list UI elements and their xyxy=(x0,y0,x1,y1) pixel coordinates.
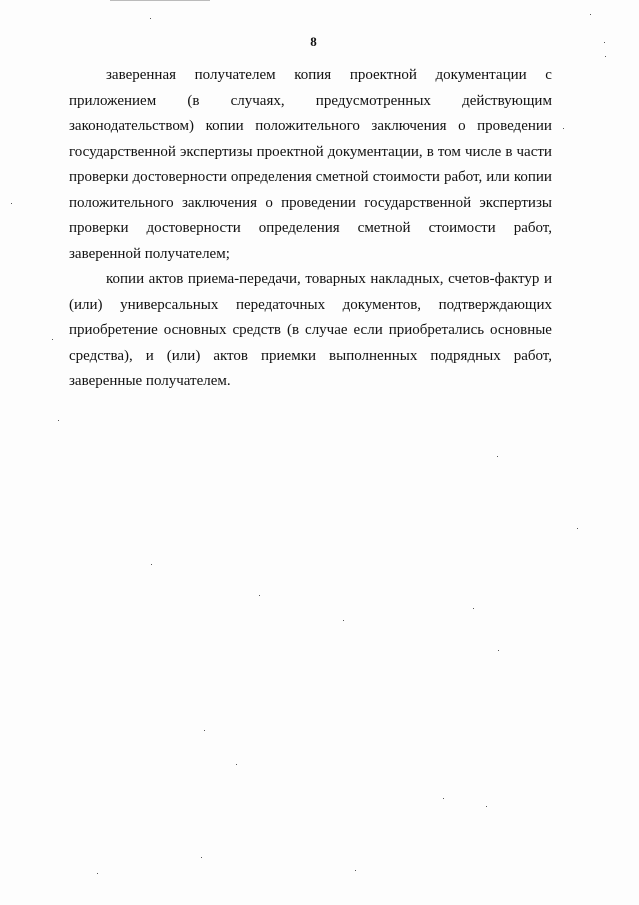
paragraph-1 xyxy=(69,63,552,267)
scan-speck xyxy=(151,564,152,565)
word: в xyxy=(426,143,434,160)
scan-speck xyxy=(97,873,98,874)
scan-edge-line xyxy=(110,0,210,1)
scan-speck xyxy=(443,798,444,799)
word: проверки xyxy=(69,169,129,185)
scan-speck xyxy=(604,42,605,43)
word: предусмотренных xyxy=(315,92,431,109)
scan-speck xyxy=(58,420,59,421)
word: товарных xyxy=(305,271,366,287)
scan-speck xyxy=(236,764,237,765)
word: том xyxy=(437,143,461,160)
scan-speck xyxy=(343,620,344,621)
scan-speck xyxy=(605,56,606,57)
text-line xyxy=(69,293,552,319)
word: и xyxy=(145,347,154,364)
word: сметной xyxy=(357,220,411,236)
word: проведении xyxy=(477,118,552,134)
word: актов xyxy=(213,347,248,364)
word: с xyxy=(545,67,552,83)
word: подрядных xyxy=(430,347,501,364)
word: стоимости xyxy=(428,220,496,236)
word: счетов-фактур xyxy=(448,271,540,287)
text-line xyxy=(69,63,552,89)
word: положительного xyxy=(69,194,174,211)
word: части xyxy=(516,143,552,160)
text-line xyxy=(69,267,552,293)
word: подтверждающих xyxy=(438,296,552,313)
scan-speck xyxy=(590,14,591,15)
word: экспертизы xyxy=(479,194,552,211)
document-body xyxy=(69,63,552,395)
word: заверенная xyxy=(106,67,177,83)
text-line xyxy=(69,165,552,191)
word: в xyxy=(505,143,513,160)
word: основных xyxy=(163,322,227,338)
scan-speck xyxy=(11,203,12,204)
text-line xyxy=(69,216,552,242)
word: экспертизы xyxy=(179,143,253,160)
word: случаях, xyxy=(230,92,285,109)
word: передаточных xyxy=(235,296,326,313)
word: копии xyxy=(106,271,145,287)
word: копии xyxy=(205,118,244,134)
word: приобретались xyxy=(388,322,485,338)
word: копии xyxy=(513,169,552,185)
word: определения xyxy=(258,220,340,236)
word: документов, xyxy=(342,296,422,313)
word: (в xyxy=(187,92,200,109)
word: проектной xyxy=(349,67,417,83)
word: и xyxy=(543,271,552,287)
word: (или) xyxy=(69,296,103,313)
scan-speck xyxy=(577,528,578,529)
text-line xyxy=(69,89,552,115)
word: актов xyxy=(148,271,184,287)
text-line xyxy=(69,191,552,217)
word: документации xyxy=(435,67,527,83)
scan-speck xyxy=(473,608,474,609)
word: проектной xyxy=(256,143,324,160)
word: государственной xyxy=(364,194,472,211)
text-line: заверенные получателем. xyxy=(69,373,231,389)
text-line xyxy=(69,318,552,344)
word: сметной xyxy=(315,169,369,185)
word: работ, xyxy=(513,347,552,364)
scan-speck xyxy=(355,870,356,871)
word: основные xyxy=(490,322,552,338)
word: проверки xyxy=(69,220,129,236)
scan-speck xyxy=(52,339,53,340)
text-line: заверенной получателем; xyxy=(69,245,230,262)
word: работ, xyxy=(513,220,552,236)
word: о xyxy=(265,194,273,211)
scan-speck xyxy=(498,650,499,651)
word: действующим xyxy=(462,92,552,109)
word: накладных, xyxy=(370,271,444,287)
word: положительного xyxy=(255,118,360,134)
scan-speck xyxy=(486,806,487,807)
word: копия xyxy=(294,67,332,83)
scan-speck xyxy=(497,456,498,457)
text-line xyxy=(69,344,552,370)
word: определения xyxy=(230,169,312,185)
scan-speck xyxy=(150,18,151,19)
scan-speck xyxy=(204,730,205,731)
text-line xyxy=(69,140,552,166)
page-number: 8 xyxy=(310,34,317,49)
paragraph-2 xyxy=(69,267,552,395)
scan-speck xyxy=(563,128,564,129)
word: достоверности xyxy=(132,169,227,185)
word: государственной xyxy=(69,143,176,160)
word: стоимости xyxy=(372,169,440,185)
word: получателем xyxy=(194,67,276,83)
word: заключения xyxy=(181,194,258,211)
word: или xyxy=(486,169,510,185)
word: числе xyxy=(464,143,502,160)
word: приема-передачи, xyxy=(187,271,301,287)
word: выполненных xyxy=(329,347,418,364)
word: приобретение xyxy=(69,322,158,338)
text-line xyxy=(69,114,552,140)
word: средства), xyxy=(69,347,133,364)
word: (в xyxy=(286,322,300,338)
word: проведении xyxy=(281,194,356,211)
word: документации, xyxy=(327,143,423,160)
scan-speck xyxy=(259,595,260,596)
scan-speck xyxy=(201,857,202,858)
word: заключения xyxy=(371,118,447,134)
word: законодательством) xyxy=(69,118,195,134)
word: приемки xyxy=(261,347,317,364)
word: приложением xyxy=(69,92,157,109)
word: о xyxy=(458,118,466,134)
word: случае xyxy=(305,322,348,338)
word: универсальных xyxy=(120,296,219,313)
word: работ, xyxy=(443,169,483,185)
word: средств xyxy=(232,322,282,338)
word: (или) xyxy=(166,347,201,364)
word: если xyxy=(353,322,383,338)
word: достоверности xyxy=(146,220,241,236)
